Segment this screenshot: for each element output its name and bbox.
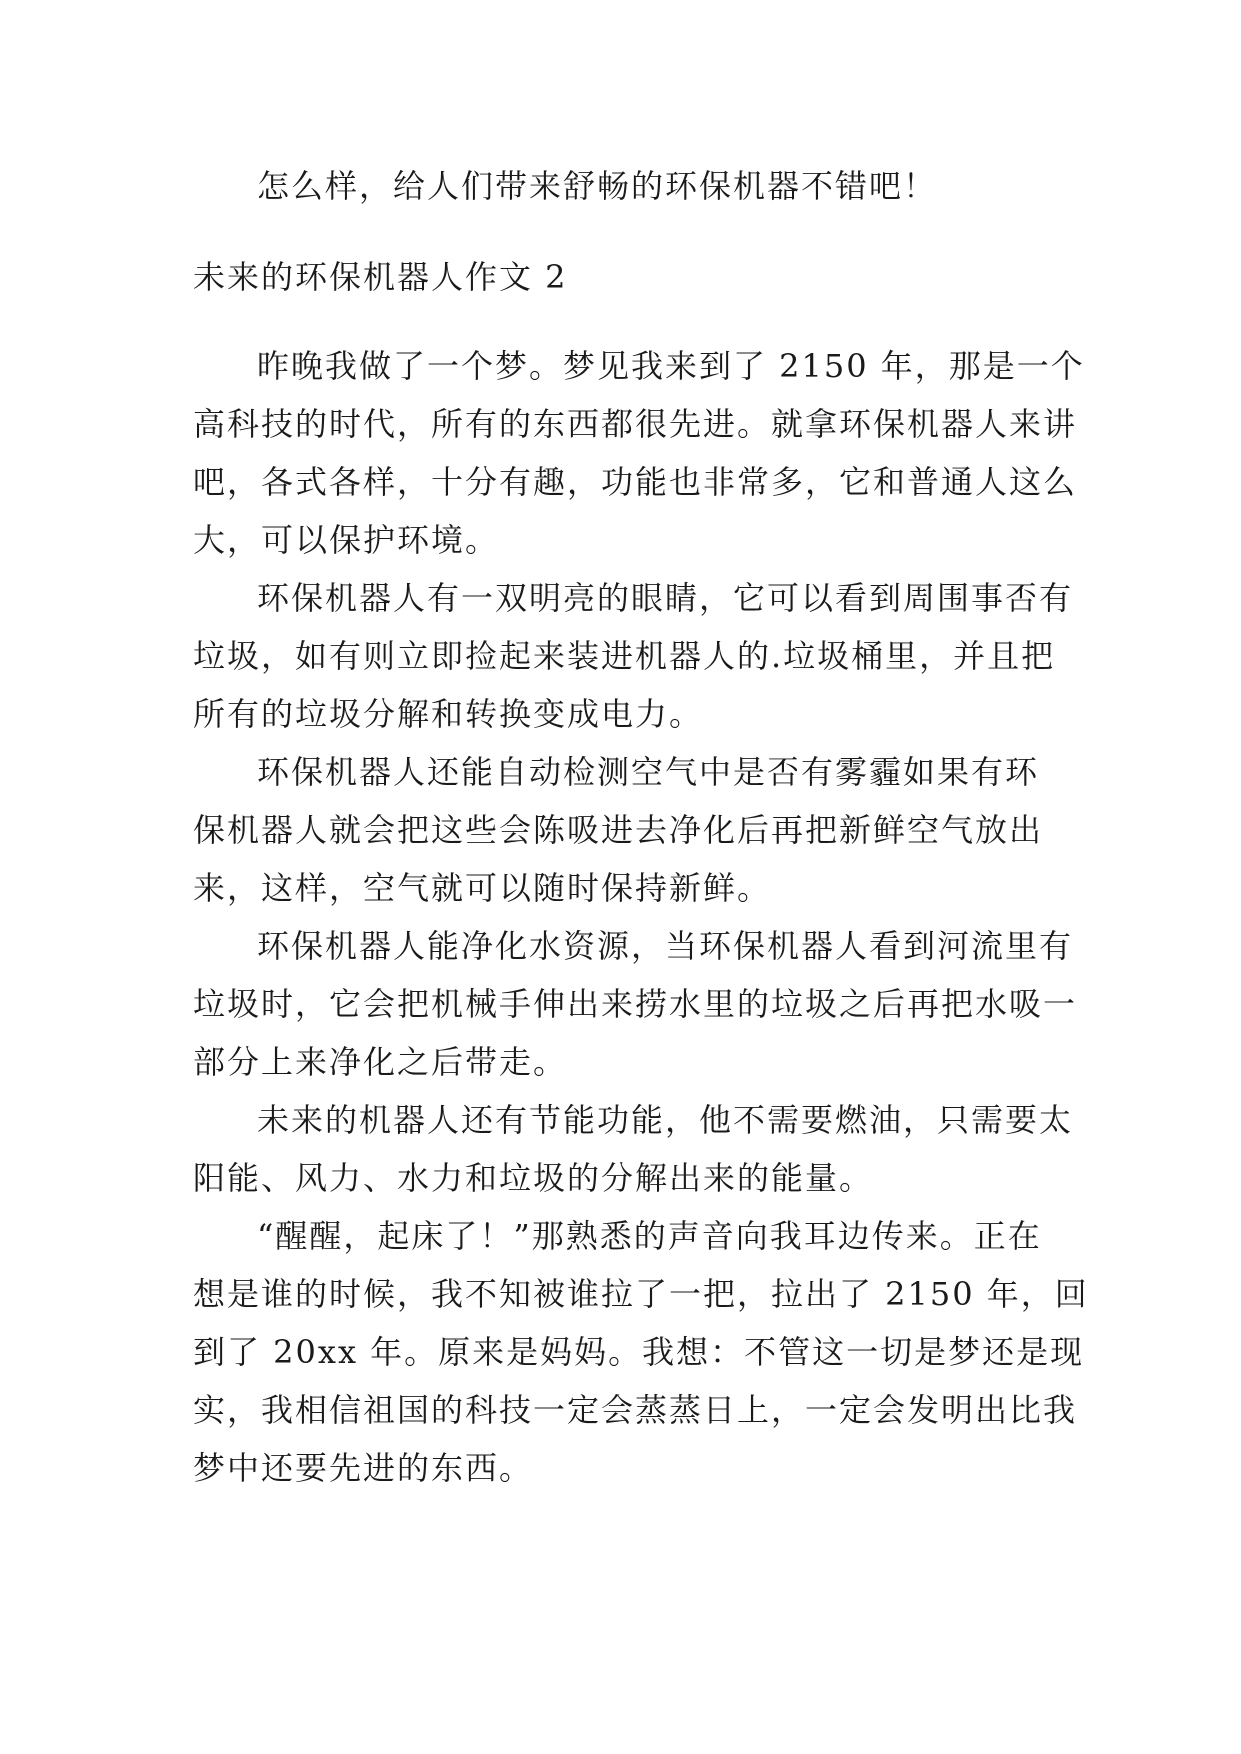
paragraph bbox=[193, 743, 1055, 917]
paragraph bbox=[193, 1207, 1089, 1497]
paragraph-line: 想是谁的时候，我不知被谁拉了一把，拉出了 2150 年，回 bbox=[193, 1275, 1089, 1313]
intro-line: 怎么样，给人们带来舒畅的环保机器不错吧！ bbox=[257, 167, 938, 205]
essay-title: 未来的环保机器人作文 2 bbox=[193, 258, 568, 296]
paragraph-line: “醒醒，起床了！”那熟悉的声音向我耳边传来。正在 bbox=[257, 1217, 1042, 1255]
paragraph bbox=[193, 917, 1078, 1091]
paragraph-line: 环保机器人有一双明亮的眼睛，它可以看到周围事否有 bbox=[257, 579, 1074, 617]
paragraph-line: 所有的垃圾分解和转换变成电力。 bbox=[193, 695, 704, 733]
paragraph-line: 环保机器人能净化水资源，当环保机器人看到河流里有 bbox=[257, 927, 1074, 965]
paragraph-line: 垃圾，如有则立即捡起来装进机器人的.垃圾桶里，并且把 bbox=[193, 637, 1056, 675]
paragraph-line: 保机器人就会把这些会陈吸进去净化后再把新鲜空气放出 bbox=[193, 811, 1044, 849]
paragraph-line: 阳能、风力、水力和垃圾的分解出来的能量。 bbox=[193, 1159, 874, 1197]
paragraph bbox=[193, 569, 1074, 743]
paragraph-line: 来，这样，空气就可以随时保持新鲜。 bbox=[193, 869, 772, 907]
paragraph-line: 环保机器人还能自动检测空气中是否有雾霾如果有环 bbox=[257, 753, 1040, 791]
paragraph-line: 吧，各式各样，十分有趣，功能也非常多，它和普通人这么 bbox=[193, 463, 1078, 501]
paragraph bbox=[193, 337, 1085, 569]
paragraph-line: 梦中还要先进的东西。 bbox=[193, 1449, 534, 1487]
paragraph-line: 未来的机器人还有节能功能，他不需要燃油，只需要太 bbox=[257, 1101, 1074, 1139]
paragraph-line: 高科技的时代，所有的东西都很先进。就拿环保机器人来讲 bbox=[193, 405, 1078, 443]
paragraph-line: 昨晚我做了一个梦。梦见我来到了 2150 年，那是一个 bbox=[257, 347, 1085, 385]
paragraph-line: 大，可以保护环境。 bbox=[193, 521, 500, 559]
paragraph-line: 垃圾时，它会把机械手伸出来捞水里的垃圾之后再把水吸一 bbox=[193, 985, 1078, 1023]
paragraph-line: 实，我相信祖国的科技一定会蒸蒸日上，一定会发明出比我 bbox=[193, 1391, 1078, 1429]
paragraph-line: 部分上来净化之后带走。 bbox=[193, 1043, 568, 1081]
paragraph-line: 到了 20xx 年。原来是妈妈。我想：不管这一切是梦还是现 bbox=[193, 1333, 1085, 1371]
paragraph bbox=[193, 1091, 1074, 1207]
